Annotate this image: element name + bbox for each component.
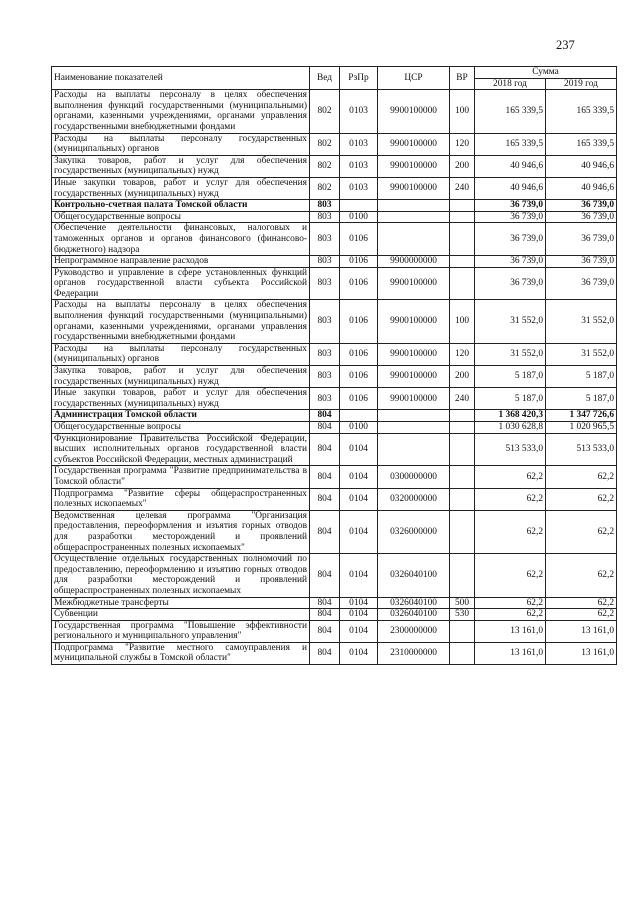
table-row	[52, 300, 617, 343]
cell-ved: 803	[310, 267, 340, 300]
cell-2018: 62,2	[475, 488, 546, 510]
cell-2018: 5 187,0	[475, 366, 546, 388]
cell-vr: 240	[450, 388, 475, 410]
cell-2018: 5 187,0	[475, 388, 546, 410]
budget-table	[51, 66, 617, 665]
cell-rzpr: 0106	[340, 388, 378, 410]
cell-2018: 31 552,0	[475, 300, 546, 343]
cell-csr: 0320000000	[378, 488, 450, 510]
cell-2018: 40 946,6	[475, 155, 546, 177]
cell-name: Функционирование Правительства Российской Федерации, высших исполнительных органов государственной власти субъектов Российской Федерации, местных администраций	[52, 433, 310, 466]
cell-2019: 5 187,0	[546, 388, 617, 410]
cell-name: Иные закупки товаров, работ и услуг для обеспечения государственных (муниципальных) нужд	[52, 388, 310, 410]
cell-ved: 804	[310, 642, 340, 664]
cell-name: Подпрограмма "Развитие сферы общераспространенных полезных ископаемых"	[52, 488, 310, 510]
cell-rzpr: 0104	[340, 620, 378, 642]
cell-csr: 0326040100	[378, 554, 450, 597]
header-vr: ВР	[450, 67, 475, 90]
cell-name: Администрация Томской области	[52, 410, 310, 422]
cell-rzpr: 0106	[340, 300, 378, 343]
table-row	[52, 366, 617, 388]
cell-2019: 165 339,5	[546, 90, 617, 133]
page-number: 237	[556, 38, 575, 52]
cell-2019: 36 739,0	[546, 256, 617, 268]
table-row	[52, 211, 617, 223]
cell-2019: 62,2	[546, 597, 617, 609]
cell-csr: 9900100000	[378, 177, 450, 199]
table-row	[52, 223, 617, 256]
cell-csr: 9900100000	[378, 343, 450, 365]
cell-rzpr: 0104	[340, 466, 378, 488]
table-row	[52, 177, 617, 199]
cell-name: Расходы на выплаты персоналу государственных (муниципальных) органов	[52, 343, 310, 365]
cell-rzpr: 0106	[340, 343, 378, 365]
table-row	[52, 642, 617, 664]
cell-name: Межбюджетные трансферты	[52, 597, 310, 609]
cell-name: Иные закупки товаров, работ и услуг для обеспечения государственных (муниципальных) нужд	[52, 177, 310, 199]
cell-name: Контрольно-счетная палата Томской области	[52, 200, 310, 212]
cell-rzpr: 0103	[340, 177, 378, 199]
cell-csr: 9900100000	[378, 366, 450, 388]
cell-2018: 62,2	[475, 609, 546, 621]
cell-2018: 13 161,0	[475, 642, 546, 664]
cell-csr: 9900000000	[378, 256, 450, 268]
cell-2019: 62,2	[546, 554, 617, 597]
cell-ved: 804	[310, 422, 340, 434]
cell-ved: 804	[310, 510, 340, 553]
cell-name: Закупка товаров, работ и услуг для обеспечения государственных (муниципальных) нужд	[52, 155, 310, 177]
cell-vr: 240	[450, 177, 475, 199]
cell-name: Расходы на выплаты персоналу в целях обеспечения выполнения функций государственными (муниципальными) органами, казенными учреждениями, органами управления государственными внебюджетными фондами	[52, 90, 310, 133]
cell-vr: 530	[450, 609, 475, 621]
cell-2018: 31 552,0	[475, 343, 546, 365]
cell-csr: 2300000000	[378, 620, 450, 642]
cell-rzpr: 0100	[340, 211, 378, 223]
cell-vr: 120	[450, 133, 475, 155]
table-row	[52, 267, 617, 300]
cell-2019: 62,2	[546, 488, 617, 510]
table-row	[52, 422, 617, 434]
cell-rzpr: 0106	[340, 366, 378, 388]
cell-ved: 804	[310, 620, 340, 642]
cell-2019: 31 552,0	[546, 300, 617, 343]
cell-2018: 62,2	[475, 597, 546, 609]
cell-ved: 804	[310, 488, 340, 510]
cell-csr	[378, 422, 450, 434]
cell-vr	[450, 554, 475, 597]
cell-ved: 802	[310, 177, 340, 199]
cell-vr	[450, 620, 475, 642]
cell-rzpr: 0106	[340, 267, 378, 300]
cell-name: Осуществление отдельных государственных полномочий по предоставлению, переоформлению и изъятию горных отводов для разработки месторождений и проявлений общераспространенных полезных ископаемых	[52, 554, 310, 597]
cell-2019: 31 552,0	[546, 343, 617, 365]
cell-ved: 802	[310, 155, 340, 177]
cell-ved: 803	[310, 343, 340, 365]
cell-rzpr	[340, 410, 378, 422]
cell-2019: 40 946,6	[546, 155, 617, 177]
cell-ved: 802	[310, 133, 340, 155]
cell-2019: 1 347 726,6	[546, 410, 617, 422]
cell-vr	[450, 466, 475, 488]
table-row	[52, 90, 617, 133]
cell-vr: 500	[450, 597, 475, 609]
table-row	[52, 609, 617, 621]
cell-2018: 62,2	[475, 466, 546, 488]
cell-name: Расходы на выплаты персоналу государственных (муниципальных) органов	[52, 133, 310, 155]
cell-vr	[450, 267, 475, 300]
cell-rzpr: 0106	[340, 223, 378, 256]
cell-csr	[378, 223, 450, 256]
cell-vr: 200	[450, 155, 475, 177]
table-row	[52, 343, 617, 365]
cell-vr	[450, 223, 475, 256]
table-row	[52, 410, 617, 422]
cell-ved: 803	[310, 223, 340, 256]
cell-csr: 9900100000	[378, 388, 450, 410]
header-year-2018: 2018 год	[475, 78, 546, 90]
table-row	[52, 200, 617, 212]
table-row	[52, 256, 617, 268]
cell-ved: 803	[310, 300, 340, 343]
cell-name: Руководство и управление в сфере установленных функций органов государственной власти субъекта Российской Федерации	[52, 267, 310, 300]
cell-csr: 9900100000	[378, 267, 450, 300]
cell-csr	[378, 200, 450, 212]
cell-name: Закупка товаров, работ и услуг для обеспечения государственных (муниципальных) нужд	[52, 366, 310, 388]
cell-2019: 36 739,0	[546, 211, 617, 223]
cell-2019: 5 187,0	[546, 366, 617, 388]
cell-2019: 36 739,0	[546, 200, 617, 212]
cell-rzpr	[340, 200, 378, 212]
cell-rzpr: 0104	[340, 433, 378, 466]
cell-2019: 36 739,0	[546, 223, 617, 256]
cell-2019: 62,2	[546, 609, 617, 621]
cell-name: Обеспечение деятельности финансовых, налоговых и таможенных органов и органов финансового (финансово-бюджетного) надзора	[52, 223, 310, 256]
header-year-2019: 2019 год	[546, 78, 617, 90]
cell-csr: 9900100000	[378, 90, 450, 133]
cell-2018: 40 946,6	[475, 177, 546, 199]
cell-2018: 1 368 420,3	[475, 410, 546, 422]
table-row	[52, 620, 617, 642]
cell-ved: 803	[310, 211, 340, 223]
cell-csr	[378, 211, 450, 223]
cell-csr: 9900100000	[378, 300, 450, 343]
cell-name: Государственная программа "Развитие предпринимательства в Томской области"	[52, 466, 310, 488]
cell-rzpr: 0100	[340, 422, 378, 434]
table-row	[52, 466, 617, 488]
cell-2018: 13 161,0	[475, 620, 546, 642]
cell-2018: 62,2	[475, 510, 546, 553]
cell-ved: 804	[310, 410, 340, 422]
cell-2019: 40 946,6	[546, 177, 617, 199]
cell-ved: 804	[310, 609, 340, 621]
table-row	[52, 433, 617, 466]
cell-csr: 2310000000	[378, 642, 450, 664]
cell-rzpr: 0106	[340, 256, 378, 268]
cell-ved: 804	[310, 597, 340, 609]
cell-vr	[450, 256, 475, 268]
cell-2018: 36 739,0	[475, 200, 546, 212]
cell-rzpr: 0103	[340, 155, 378, 177]
cell-2018: 36 739,0	[475, 267, 546, 300]
cell-csr: 9900100000	[378, 155, 450, 177]
table-body	[52, 90, 617, 665]
header-ved: Вед	[310, 67, 340, 90]
cell-name: Субвенции	[52, 609, 310, 621]
cell-2018: 1 030 628,8	[475, 422, 546, 434]
table-row	[52, 388, 617, 410]
table-row	[52, 155, 617, 177]
cell-csr: 0300000000	[378, 466, 450, 488]
cell-vr	[450, 433, 475, 466]
cell-ved: 803	[310, 366, 340, 388]
cell-csr: 0326000000	[378, 510, 450, 553]
header-rzpr: РзПр	[340, 67, 378, 90]
cell-name: Общегосударственные вопросы	[52, 211, 310, 223]
cell-ved: 804	[310, 433, 340, 466]
cell-2019: 1 020 965,5	[546, 422, 617, 434]
cell-2019: 13 161,0	[546, 620, 617, 642]
cell-vr	[450, 642, 475, 664]
cell-2018: 165 339,5	[475, 133, 546, 155]
cell-rzpr: 0104	[340, 554, 378, 597]
cell-rzpr: 0104	[340, 597, 378, 609]
cell-ved: 802	[310, 90, 340, 133]
header-sum: Сумма	[475, 67, 617, 79]
cell-ved: 803	[310, 388, 340, 410]
cell-2018: 36 739,0	[475, 211, 546, 223]
cell-vr: 100	[450, 90, 475, 133]
cell-csr	[378, 410, 450, 422]
cell-rzpr: 0104	[340, 510, 378, 553]
cell-vr	[450, 510, 475, 553]
cell-rzpr: 0104	[340, 609, 378, 621]
table-row	[52, 510, 617, 553]
cell-ved: 804	[310, 554, 340, 597]
cell-rzpr: 0104	[340, 642, 378, 664]
cell-2019: 165 339,5	[546, 133, 617, 155]
cell-2019: 36 739,0	[546, 267, 617, 300]
cell-vr	[450, 488, 475, 510]
cell-rzpr: 0103	[340, 133, 378, 155]
cell-csr: 0326040100	[378, 609, 450, 621]
cell-2019: 513 533,0	[546, 433, 617, 466]
table-row	[52, 133, 617, 155]
cell-name: Ведомственная целевая программа "Организация предоставления, переоформления и изъятия горных отводов для разработки месторождений и проявлений общераспространенных полезных ископаемых"	[52, 510, 310, 553]
cell-2019: 62,2	[546, 466, 617, 488]
cell-rzpr: 0103	[340, 90, 378, 133]
table-row	[52, 554, 617, 597]
cell-rzpr: 0104	[340, 488, 378, 510]
cell-vr	[450, 422, 475, 434]
cell-ved: 803	[310, 200, 340, 212]
cell-vr	[450, 200, 475, 212]
cell-2018: 513 533,0	[475, 433, 546, 466]
cell-2018: 36 739,0	[475, 223, 546, 256]
cell-2018: 62,2	[475, 554, 546, 597]
cell-2019: 13 161,0	[546, 642, 617, 664]
cell-2018: 36 739,0	[475, 256, 546, 268]
cell-name: Подпрограмма "Развитие местного самоуправления и муниципальной службы в Томской области"	[52, 642, 310, 664]
cell-csr: 9900100000	[378, 133, 450, 155]
header-csr: ЦСР	[378, 67, 450, 90]
cell-name: Расходы на выплаты персоналу в целях обеспечения выполнения функций государственными (муниципальными) органами, казенными учреждениями, органами управления государственными внебюджетными фондами	[52, 300, 310, 343]
cell-ved: 804	[310, 466, 340, 488]
cell-name: Государственная программа "Повышение эффективности регионального и муниципального управления"	[52, 620, 310, 642]
table-row	[52, 597, 617, 609]
cell-ved: 803	[310, 256, 340, 268]
header-name: Наименование показателей	[52, 67, 310, 90]
cell-vr: 120	[450, 343, 475, 365]
cell-vr	[450, 410, 475, 422]
cell-vr: 100	[450, 300, 475, 343]
cell-name: Непрограммное направление расходов	[52, 256, 310, 268]
cell-csr	[378, 433, 450, 466]
cell-2019: 62,2	[546, 510, 617, 553]
cell-csr: 0326040100	[378, 597, 450, 609]
cell-2018: 165 339,5	[475, 90, 546, 133]
cell-vr: 200	[450, 366, 475, 388]
cell-vr	[450, 211, 475, 223]
cell-name: Общегосударственные вопросы	[52, 422, 310, 434]
table-row	[52, 488, 617, 510]
